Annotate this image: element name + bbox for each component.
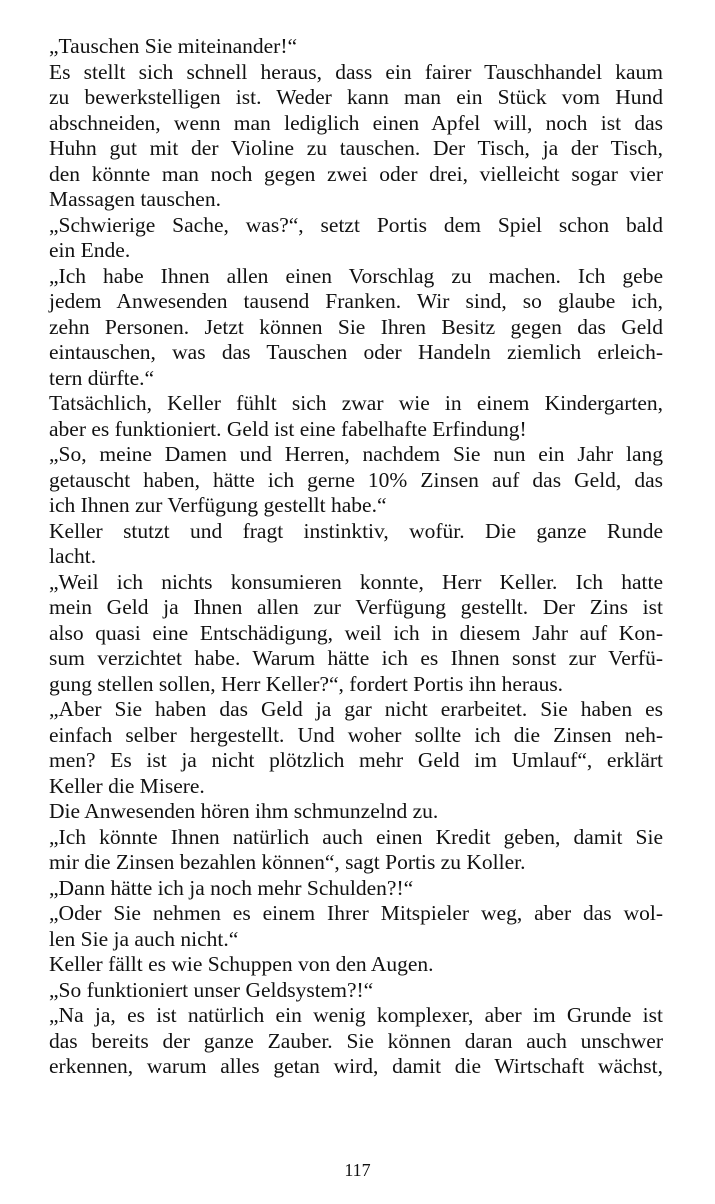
text-line: „Tauschen Sie miteinander!“ — [49, 34, 298, 58]
text-line: Keller fällt es wie Schuppen von den Augen. — [49, 952, 434, 976]
text-line: Huhn gut mit der Violine zu tauschen. Der Tisch, ja der Tisch, — [49, 136, 663, 160]
text-line: tern dürfte.“ — [49, 365, 155, 390]
text-line: men? Es ist ja nicht plötzlich mehr Geld im Umlauf“, erklärt — [49, 748, 663, 772]
body-text — [49, 34, 663, 1080]
text-line: erkennen, warum alles getan wird, damit die Wirtschaft wächst, — [49, 1054, 663, 1078]
text-line: abschneiden, wenn man lediglich einen Apfel will, noch ist das — [49, 110, 663, 135]
text-line: lacht. — [49, 544, 97, 568]
text-line: zehn Personen. Jetzt können Sie Ihren Besitz gegen das Geld — [49, 314, 663, 339]
text-line: gung stellen sollen, Herr Keller?“, fordert Portis ihn heraus. — [49, 671, 564, 696]
text-line: „Ich habe Ihnen allen einen Vorschlag zu machen. Ich gebe — [49, 263, 663, 288]
text-line: mir die Zinsen bezahlen können“, sagt Portis zu Koller. — [49, 850, 526, 874]
text-line: Es stellt sich schnell heraus, dass ein fairer Tauschhandel kaum — [49, 59, 663, 84]
text-line: „Weil ich nichts konsumieren konnte, Herr Keller. Ich hatte — [49, 569, 663, 594]
text-line: ein Ende. — [49, 238, 131, 262]
text-line: Die Anwesenden hören ihm schmunzelnd zu. — [49, 799, 439, 823]
text-line: aber es funktioniert. Geld ist eine fabelhafte Erfindung! — [49, 416, 527, 441]
text-line: mein Geld ja Ihnen allen zur Verfügung gestellt. Der Zins ist — [49, 595, 663, 619]
text-line: sum verzichtet habe. Warum hätte ich es Ihnen sonst zur Verfü- — [49, 646, 663, 670]
text-line: Tatsächlich, Keller fühlt sich zwar wie in einem Kindergarten, — [49, 391, 663, 415]
text-line: Keller die Misere. — [49, 773, 205, 798]
text-line: „Dann hätte ich ja noch mehr Schulden?!“ — [49, 875, 414, 900]
text-line: getauscht haben, hätte ich gerne 10% Zinsen auf das Geld, das — [49, 467, 663, 492]
text-line: „Ich könnte Ihnen natürlich auch einen Kredit geben, damit Sie — [49, 824, 663, 849]
text-line: „Aber Sie haben das Geld ja gar nicht erarbeitet. Sie haben es — [49, 697, 663, 721]
text-line: jedem Anwesenden tausend Franken. Wir sind, so glaube ich, — [49, 289, 663, 313]
text-line: Keller stutzt und fragt instinktiv, wofür. Die ganze Runde — [49, 518, 663, 543]
text-line: zu bewerkstelligen ist. Weder kann man ein Stück vom Hund — [49, 85, 663, 109]
text-line: ich Ihnen zur Verfügung gestellt habe.“ — [49, 493, 387, 517]
text-line: Massagen tauschen. — [49, 187, 221, 211]
text-line: „Schwierige Sache, was?“, setzt Portis dem Spiel schon bald — [49, 212, 663, 237]
text-line: „Na ja, es ist natürlich ein wenig komplexer, aber im Grunde ist — [49, 1003, 663, 1027]
text-line: das bereits der ganze Zauber. Sie können daran auch unschwer — [49, 1028, 663, 1053]
text-line: „So, meine Damen und Herren, nachdem Sie nun ein Jahr lang — [49, 442, 663, 466]
text-line: den könnte man noch gegen zwei oder drei, vielleicht sogar vier — [49, 161, 663, 186]
text-line: einfach selber hergestellt. Und woher sollte ich die Zinsen neh- — [49, 722, 663, 747]
page-number: 117 — [344, 1160, 371, 1180]
text-line: len Sie ja auch nicht.“ — [49, 926, 239, 951]
text-line: „So funktioniert unser Geldsystem?!“ — [49, 977, 374, 1002]
text-line: also quasi eine Entschädigung, weil ich in diesem Jahr auf Kon- — [49, 620, 663, 645]
text-line: „Oder Sie nehmen es einem Ihrer Mitspieler weg, aber das wol- — [49, 901, 663, 925]
text-line: eintauschen, was das Tauschen oder Handeln ziemlich erleich- — [49, 340, 663, 364]
